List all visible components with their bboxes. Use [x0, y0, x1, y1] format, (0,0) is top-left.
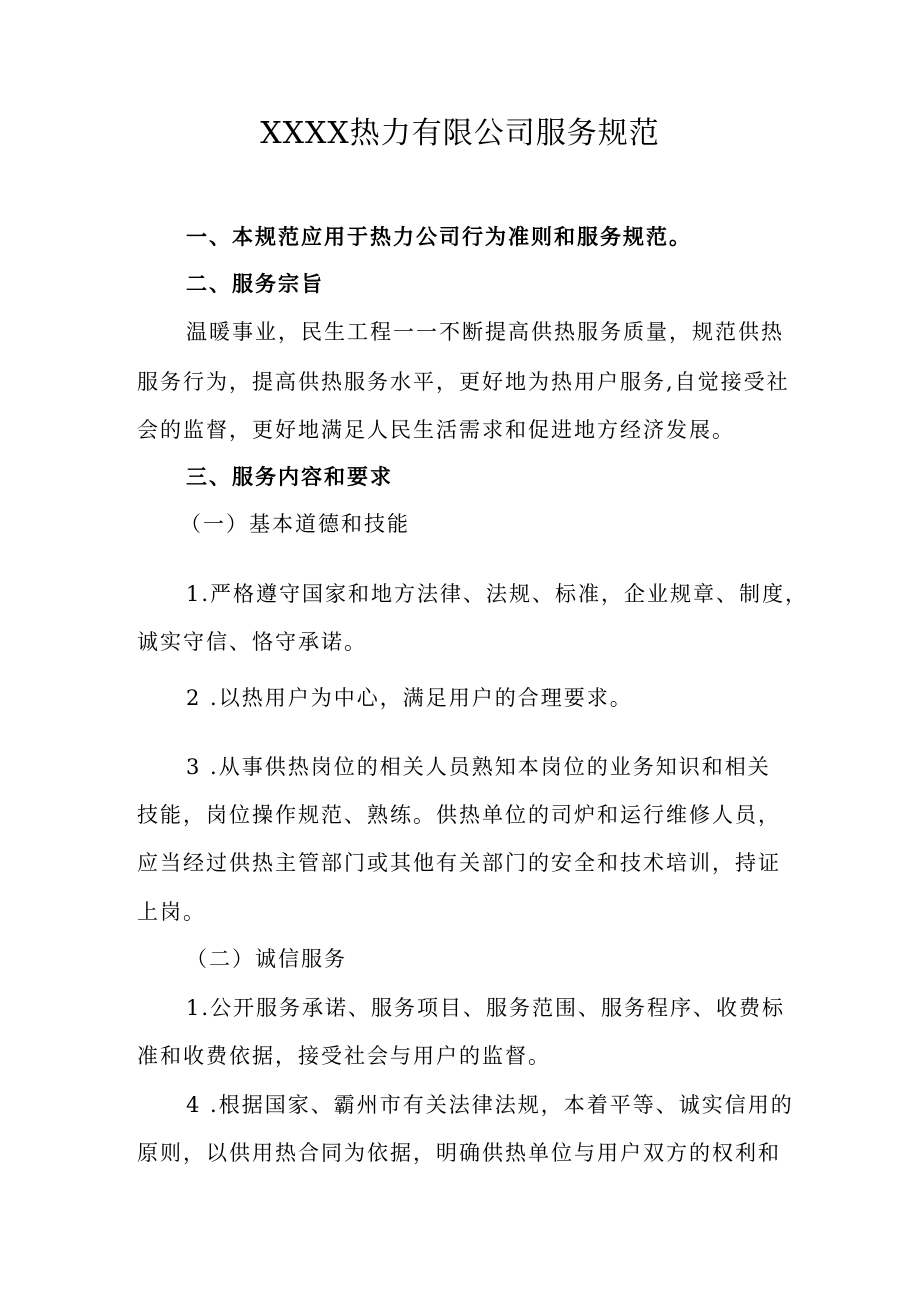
- paragraph-line: 准和收费依据，接受社会与用户的监督。: [137, 1044, 551, 1068]
- section-heading-1: 一、本规范应用于热力公司行为准则和服务规范。: [186, 224, 692, 249]
- subsection-heading: （二）诚信服务: [186, 947, 347, 971]
- paragraph-line: 1.公开服务承诺、服务项目、服务范围、服务程序、收费标: [186, 996, 786, 1020]
- section-heading-3: 三、服务内容和要求: [186, 464, 393, 489]
- paragraph-line: 上岗。: [137, 900, 206, 924]
- document-title: XXXX热力有限公司服务规范: [260, 116, 660, 151]
- paragraph-line: 3 .从事供热岗位的相关人员熟知本岗位的业务知识和相关: [186, 755, 771, 779]
- section-heading-2: 二、服务宗旨: [186, 271, 324, 296]
- paragraph-line: 技能，岗位操作规范、熟练。供热单位的司炉和运行维修人员，: [137, 803, 781, 827]
- paragraph-line: 2 .以热用户为中心，满足用户的合理要求。: [186, 686, 633, 710]
- paragraph-line: 原则，以供用热合同为依据，明确供热单位与用户双方的权利和: [137, 1141, 781, 1165]
- paragraph-line: 1.严格遵守国家和地方法律、法规、标准，企业规章、制度，: [186, 582, 809, 606]
- paragraph-line: 会的监督，更好地满足人民生活需求和促进地方经济发展。: [137, 418, 735, 442]
- paragraph-line: 诚实守信、恪守承诺。: [137, 630, 367, 654]
- paragraph-line: 4 .根据国家、霸州市有关法律法规，本着平等、诚实信用的: [186, 1093, 794, 1117]
- subsection-heading: （一）基本道德和技能: [180, 512, 410, 536]
- paragraph-line: 温暖事业，民生工程一一不断提高供热服务质量，规范供热: [186, 320, 784, 344]
- paragraph-line: 应当经过供热主管部门或其他有关部门的安全和技术培训，持证: [137, 851, 781, 875]
- paragraph-line: 服务行为，提高供热服务水平，更好地为热用户服务,自觉接受社: [137, 370, 790, 394]
